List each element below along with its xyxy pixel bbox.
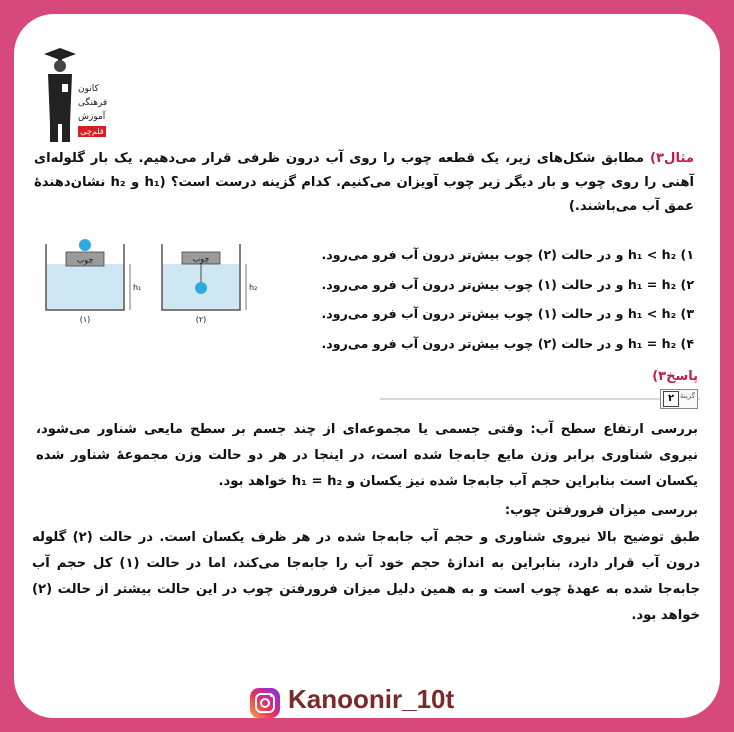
question-body: مطابق شکل‌های زیر، یک قطعه چوب را روی آب درون ظرفی قرار می‌دهیم. یک بار گلوله‌ای آهنی را روی چوب و بار دیگر زیر چوب آویزان می‌کنیم. کدام گزینه درست است؟ (h₁ و h₂ نشان‌دهندهٔ عمق آب می‌باشند.)	[34, 151, 694, 214]
explanation-paragraph-2: طبق توضیح بالا نیروی شناوری و حجم آب جابه‌جا شده در هر ظرف یکسان است. در حالت (۲) گلوله درون آب قرار دارد، بنابراین به اندازهٔ حجم خود آب را جابه‌جا می‌کند، اما در حالت (۱) کل حجم آب جابه‌جا شده به عهدهٔ چوب است و به همین دلیل میزان فرورفتن چوب در این حالت بیشتر از حالت (۲) خواهد بود.	[32, 530, 701, 623]
iron-ball-2	[195, 282, 207, 294]
question-text	[34, 147, 694, 219]
options-list	[314, 240, 694, 358]
iron-ball-1	[79, 239, 91, 251]
instagram-icon[interactable]	[250, 688, 280, 718]
option-1[interactable]: ۱) h₁ < h₂ و در حالت (۲) چوب بیش‌تر درون آب فرو می‌رود.	[321, 247, 694, 262]
answer-choice-number: ۲	[663, 391, 679, 407]
logo-badge: قلم‌چی	[78, 126, 106, 137]
water-1	[46, 264, 124, 310]
explanation-paragraph-1: بررسی ارتفاع سطح آب: وقتی جسمی یا مجموعه‌ای از چند جسم بر سطح مایعی شناور می‌شود، نیروی شناوری برابر وزن مایع جابه‌جا شده است، در اینجا در هر دو حالت وزن مجموعهٔ شناور شده یکسان است بنابراین حجم آب جابه‌جا شده نیز یکسان و h₁ = h₂ خواهد بود.	[36, 422, 698, 489]
containers-figure	[44, 232, 274, 337]
option-4[interactable]: ۴) h₁ = h₂ و در حالت (۲) چوب بیش‌تر درون آب فرو می‌رود.	[321, 335, 694, 351]
wood-label-2: چوب	[192, 254, 210, 264]
caption-2: (۲)	[195, 315, 207, 324]
option-2[interactable]: ۲) h₁ = h₂ و در حالت (۱) چوب بیش‌تر درون آب فرو می‌رود.	[321, 276, 694, 292]
logo-line-2: فرهنگی	[78, 98, 108, 108]
h1-label: h₁	[133, 283, 142, 292]
option-3[interactable]: ۳) h₁ < h₂ و در حالت (۱) چوب بیش‌تر درون آب فرو می‌رود.	[321, 306, 694, 321]
instagram-handle[interactable]: Kanoonir_10t	[288, 684, 455, 714]
teacher-figure-icon	[38, 44, 78, 144]
wood-label-1: چوب	[76, 255, 94, 265]
answer-choice-box	[660, 389, 698, 409]
h2-label: h₂	[249, 283, 258, 292]
caption-1: (۱)	[79, 315, 91, 324]
answer-divider	[380, 398, 700, 400]
logo-line-3: آموزش	[78, 112, 106, 122]
explanation-heading-2: بررسی میزان فرورفتن چوب:	[504, 503, 698, 518]
answer-choice-label: گزینهٔ	[679, 392, 695, 400]
answer-title: پاسخ۳)	[652, 369, 698, 384]
question-label: مثال۳)	[649, 151, 694, 166]
kanoon-logo	[38, 44, 108, 149]
content-card	[14, 14, 720, 718]
logo-line-1: کانون	[78, 84, 99, 94]
